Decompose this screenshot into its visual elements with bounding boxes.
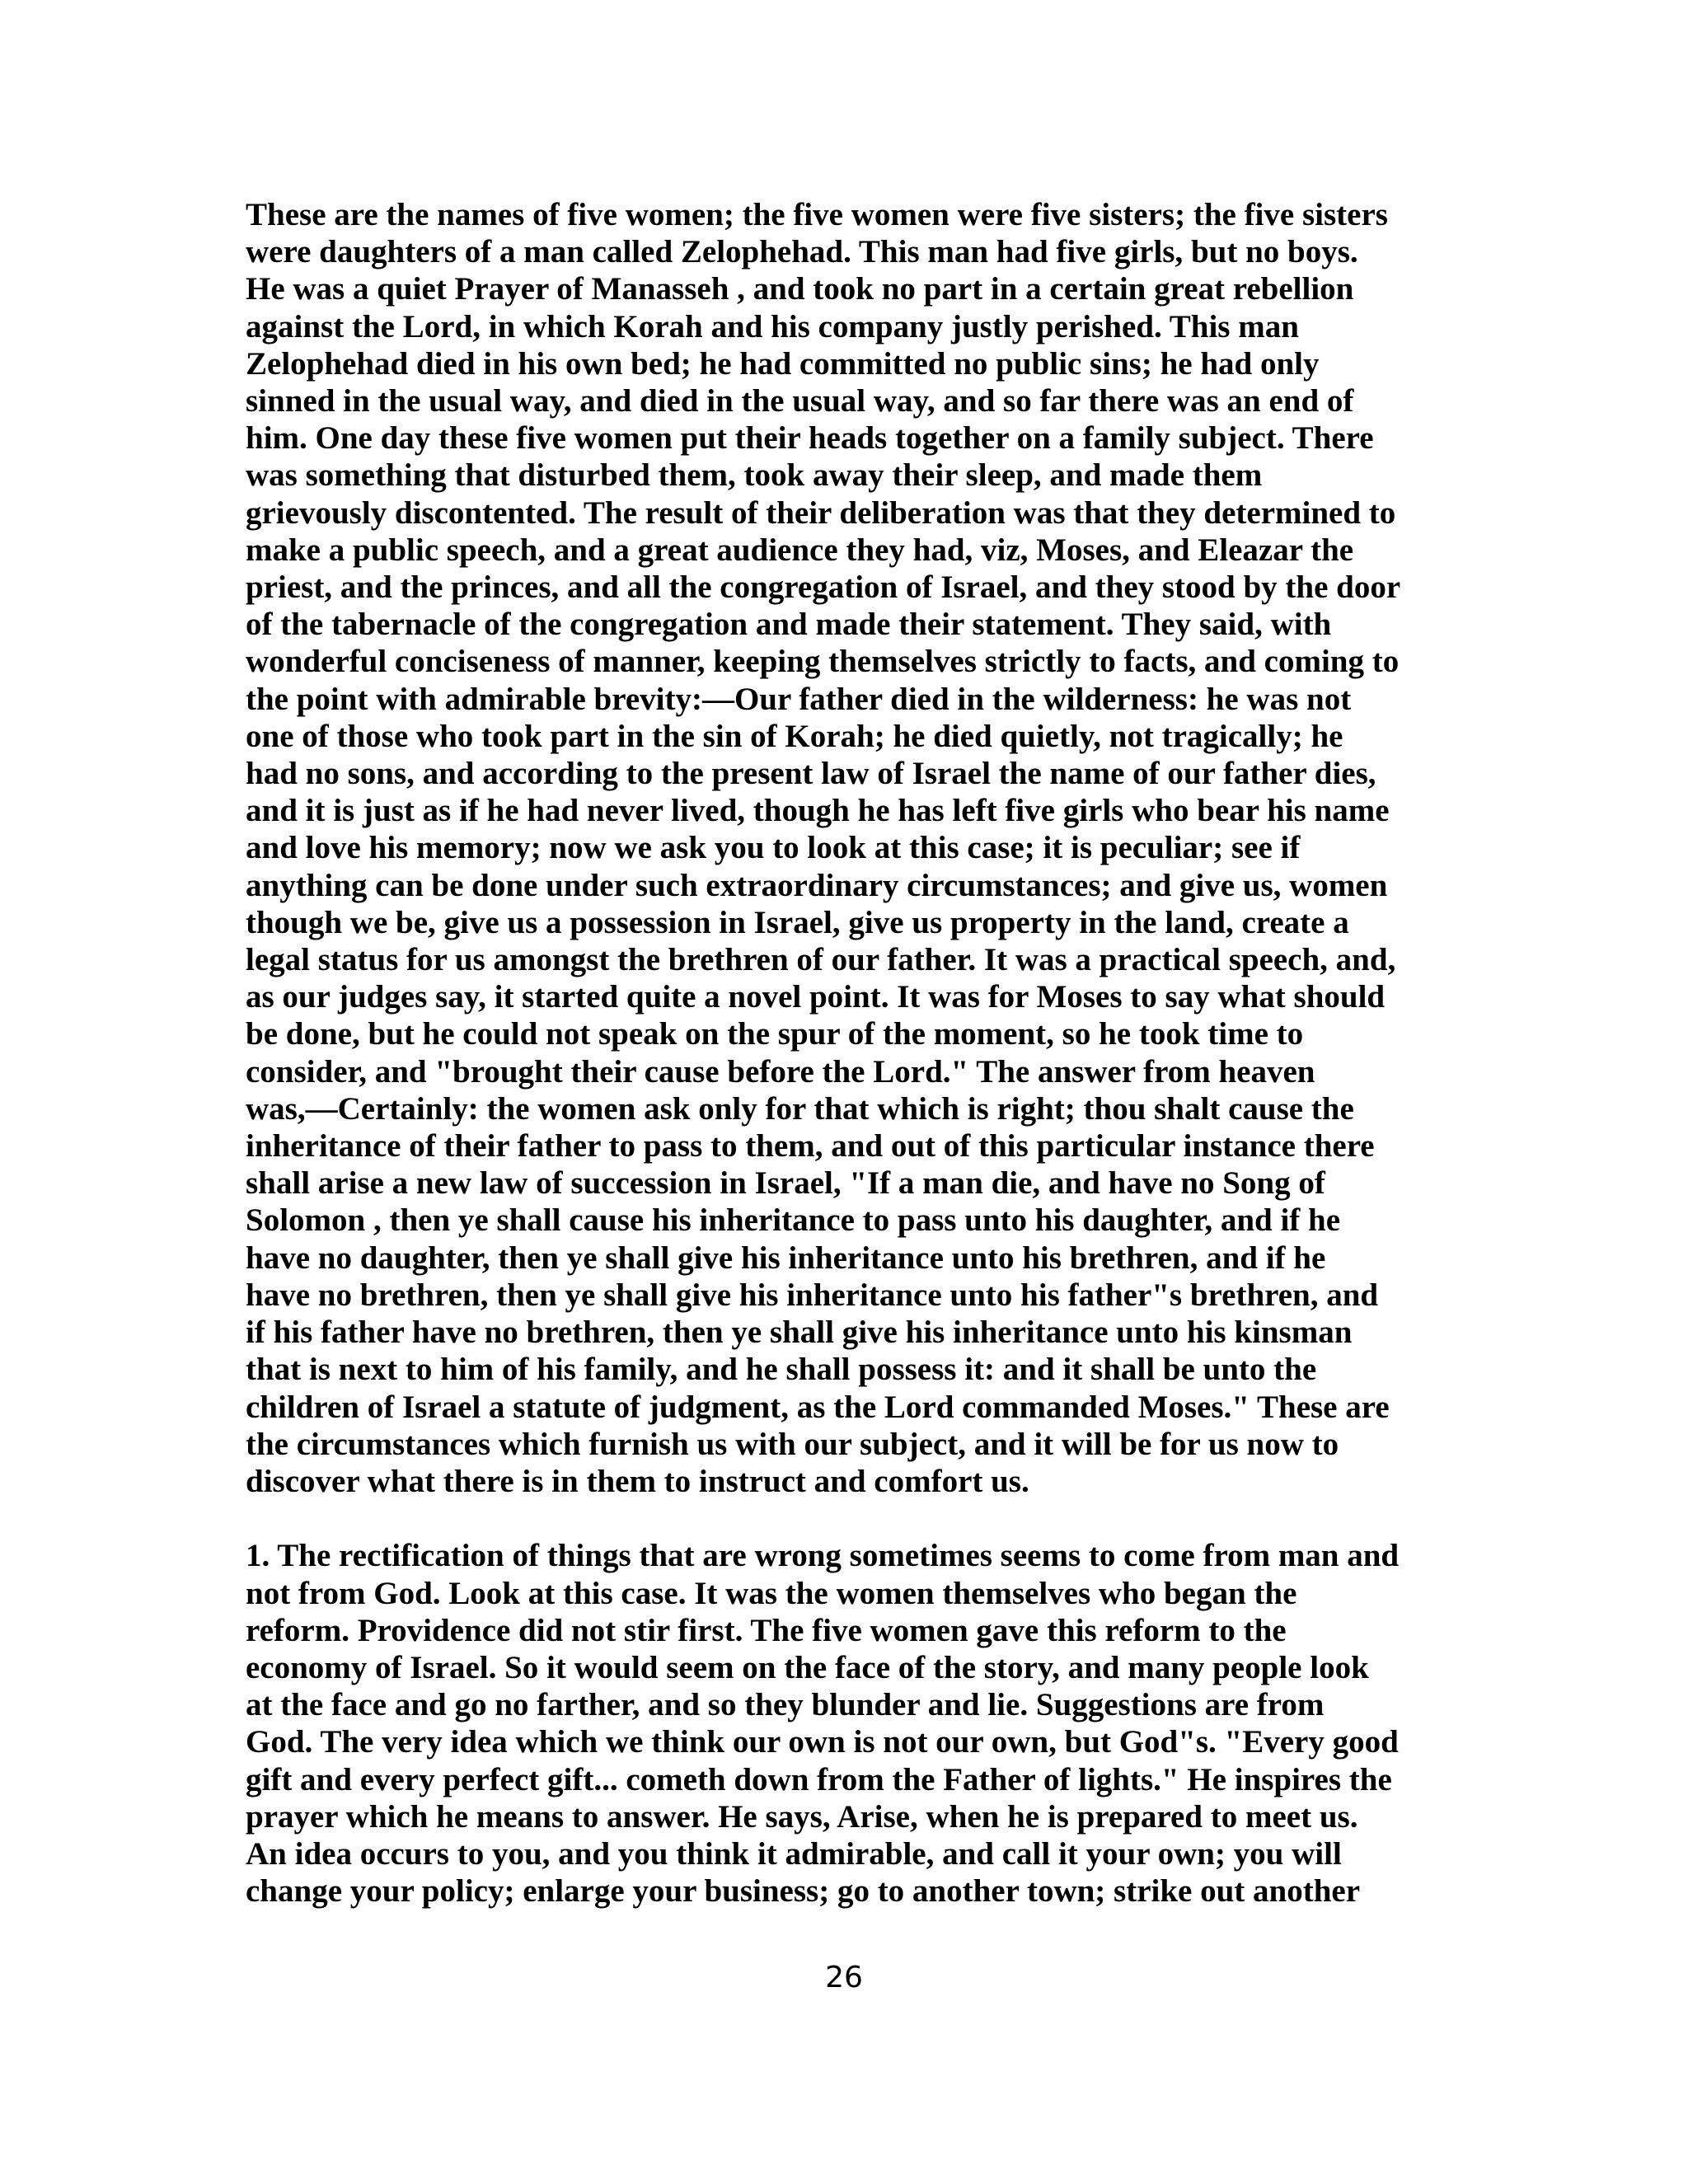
paragraph-rectification: 1. The rectification of things that are wrong sometimes seems to come from man and not from God. Look at this case. It was the women themselves who began the reform. Providence did not stir first. The five women gave this reform to the economy of Israel. So it would seem on the face of the story, and many people look at the face and go no farther, and so they blunder and lie. Suggestions are from God. The very idea which we think our own is not our own, but God"s. "Every good gift and every perfect gift... cometh down from the Father of lights." He inspires the prayer which he means to answer. He says, Arise, when he is prepared to meet us. An idea occurs to you, and you think it admirable, and call it your own; you will change your policy; enlarge your business; go to another town; strike out another <box>246 1538 1400 1910</box>
page-number: 26 <box>825 1961 863 1994</box>
body-text <box>246 196 1465 1910</box>
paragraph-zelophehad-daughters: These are the names of five women; the five women were five sisters; the five sisters were daughters of a man called Zelophehad. This man had five girls, but no boys. He was a quiet Prayer of Manasseh , and took no part in a certain great rebellion against the Lord, in which Korah and his company justly perished. This man Zelophehad died in his own bed; he had committed no public sins; he had only sinned in the usual way, and died in the usual way, and so far there was an end of him. One day these five women put their heads together on a family subject. There was something that disturbed them, took away their sleep, and made them grievously discontented. The result of their deliberation was that they determined to make a public speech, and a great audience they had, viz, Moses, and Eleazar the priest, and the princes, and all the congregation of Israel, and they stood by the door of the tabernacle of the congregation and made their statement. They said, with wonderful conciseness of manner, keeping themselves strictly to facts, and coming to the point with admirable brevity:—Our father died in the wilderness: he was not one of those who took part in the sin of Korah; he died quietly, not tragically; he had no sons, and according to the present law of Israel the name of our father dies, and it is just as if he had never lived, though he has left five girls who bear his name and love his memory; now we ask you to look at this case; it is peculiar; see if anything can be done under such extraordinary circumstances; and give us, women though we be, give us a possession in Israel, give us property in the land, create a legal status for us amongst the brethren of our father. It was a practical speech, and, as our judges say, it started quite a novel point. It was for Moses to say what should be done, but he could not speak on the spur of the moment, so he took time to consider, and "brought their cause before the Lord." The answer from heaven was,—Certainly: the women ask only for that which is right; thou shalt cause the inheritance of their father to pass to them, and out of this particular instance there shall arise a new law of succession in Israel, "If a man die, and have no Song of Solomon , then ye shall cause his inheritance to pass unto his daughter, and if he have no daughter, then ye shall give his inheritance unto his brethren, and if he have no brethren, then ye shall give his inheritance unto his father"s brethren, and if his father have no brethren, then ye shall give his inheritance unto his kinsman that is next to him of his family, and he shall possess it: and it shall be unto the children of Israel a statute of judgment, as the Lord commanded Moses." These are the circumstances which furnish us with our subject, and it will be for us now to discover what there is in them to instruct and comfort us. <box>246 197 1401 1499</box>
